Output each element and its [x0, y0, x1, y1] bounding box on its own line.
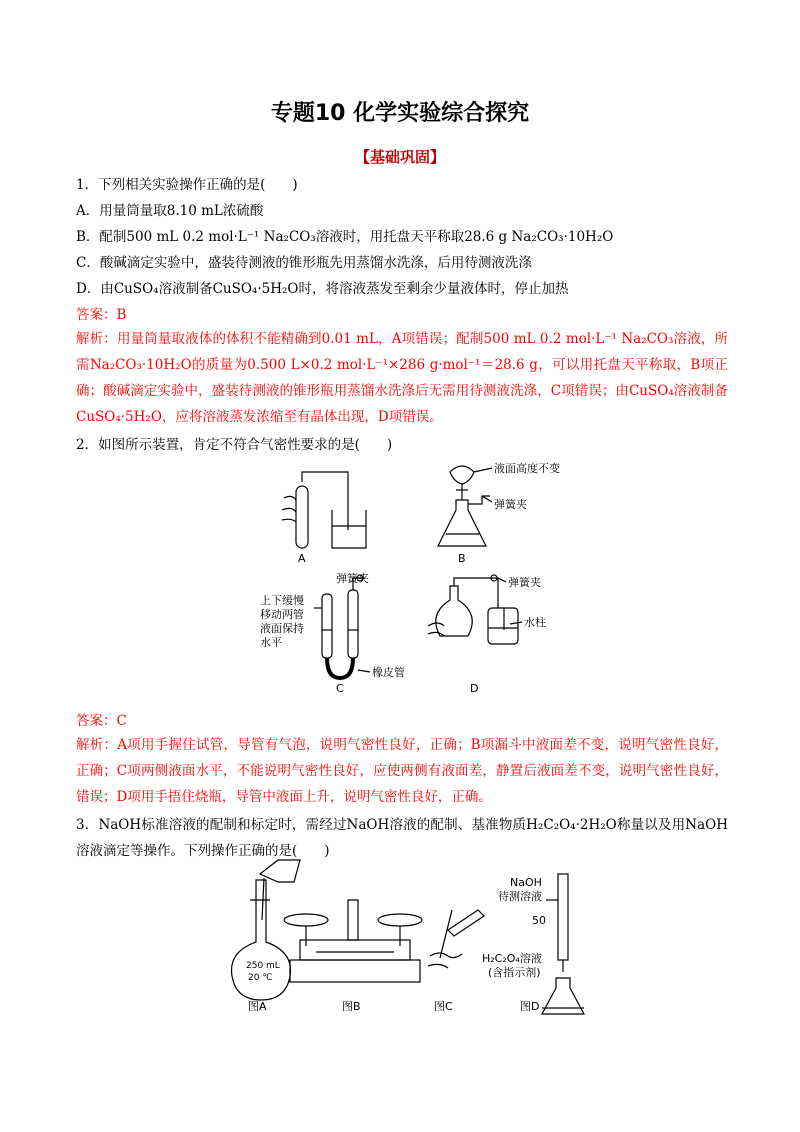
- caption-c: 图C: [434, 1000, 453, 1013]
- caption-d: 图D: [520, 1000, 540, 1013]
- label-a: A: [298, 552, 306, 565]
- note-b2: 弹簧夹: [494, 498, 527, 511]
- q2-stem: 2．如图所示装置，肯定不符合气密性要求的是( ): [76, 437, 393, 453]
- hand-icon: [282, 496, 296, 522]
- caption-a: 图A: [248, 1000, 267, 1013]
- balance-base: [290, 960, 420, 982]
- burette: [558, 874, 568, 960]
- q1-answer: 答案：B: [76, 307, 127, 323]
- hand-icon-3: [428, 953, 462, 968]
- note-c4: 水平: [260, 636, 282, 649]
- b-funnel: [450, 466, 474, 484]
- left-pan: [284, 914, 328, 926]
- q1-option-a: A．用量筒量取8.10 mL浓硫酸: [76, 203, 264, 219]
- flask-volume: 250 mL: [246, 961, 280, 971]
- pouring-beaker: [260, 860, 300, 882]
- a-tube: [302, 472, 348, 530]
- note-c2: 移动两管: [260, 608, 304, 621]
- q1-option-c: C．酸碱滴定实验中，盛装待测液的锥形瓶先用蒸馏水洗涤，后用待测液洗涤: [76, 255, 532, 271]
- d-bottle: [488, 608, 518, 644]
- burette-mark: 50: [532, 914, 546, 927]
- balance-beam: [300, 940, 410, 960]
- q1-option-d: D．由CuSO₄溶液制备CuSO₄·5H₂O时，将溶液蒸发至剩余少量液体时，停止加热: [76, 281, 569, 297]
- b-flask: [438, 500, 486, 546]
- caption-b: 图B: [342, 1000, 361, 1013]
- a-beaker: [332, 510, 366, 548]
- a-test-tube: [296, 486, 308, 548]
- label-d: D: [470, 682, 479, 695]
- section-heading: 【基础巩固】: [354, 148, 445, 166]
- note-d1: 弹簧夹: [508, 576, 541, 589]
- label-c: C: [336, 682, 344, 695]
- note-c6: 橡皮管: [372, 666, 405, 679]
- burette-label2: 待测溶液: [498, 890, 542, 903]
- note-b1: 液面高度不变: [494, 462, 560, 475]
- note-c5: 弹簧夹: [336, 572, 369, 585]
- note-d2: 水柱: [524, 616, 546, 629]
- right-pan: [378, 914, 422, 926]
- page-title: 专题10 化学实验综合探究: [270, 101, 530, 126]
- flask-temp: 20 ℃: [248, 973, 273, 983]
- flask-label2: (含指示剂): [488, 966, 541, 979]
- note-c1: 上下缓慢: [260, 594, 304, 607]
- q2-analysis: 解析：A项用手握住试管，导管有气泡，说明气密性良好，正确；B项漏斗中液面差不变，说明气密性良好，正确；C项两侧液面水平，不能说明气密性良好，应使两侧有液面差，静置后液面差不变，说明气密性良好，错误；D项用手捂住烧瓶，导管中液面上升，说明气密性良好，正确。: [76, 737, 728, 805]
- c-right-tube: [348, 590, 358, 658]
- q3-stem: 3．NaOH标准溶液的配制和标定时，需经过NaOH溶液的配制、基准物质H₂C₂O₄·2H₂O称量以及用NaOH溶液滴定等操作。下列操作正确的是( ): [76, 817, 728, 859]
- q2-answer: 答案：C: [76, 713, 127, 729]
- burette-label1: NaOH: [510, 876, 542, 889]
- q1-analysis: 解析：用量筒量取液体的体积不能精确到0.01 mL，A项错误；配制500 mL 0.2 mol·L⁻¹ Na₂CO₃溶液，所需Na₂CO₃·10H₂O的质量为0.500 L×0.2 mol·L⁻¹×286 g·mol⁻¹＝28.6 g，可以用托盘天平称取，B项正确；酸碱滴定实验中，盛装待测液的锥形瓶用蒸馏水洗涤后无需用待测液洗涤，C项错误；由CuSO₄溶液制备CuSO₄·5H₂O，应将溶液蒸发浓缩至有晶体出现，D项错误。: [76, 331, 728, 425]
- q1-option-b: B．配制500 mL 0.2 mol·L⁻¹ Na₂CO₃溶液时，用托盘天平称取28.6 g Na₂CO₃·10H₂O: [76, 229, 614, 245]
- q1-stem: 1．下列相关实验操作正确的是( ): [76, 177, 298, 193]
- c-left-tube: [322, 594, 332, 658]
- label-b: B: [458, 552, 466, 565]
- q3-apparatus-figure: [220, 860, 590, 1020]
- d-flask: [436, 586, 472, 636]
- q2-apparatus-figure: [260, 458, 560, 698]
- flask-label1: H₂C₂O₄溶液: [482, 952, 542, 965]
- note-c3: 液面保持: [260, 622, 304, 635]
